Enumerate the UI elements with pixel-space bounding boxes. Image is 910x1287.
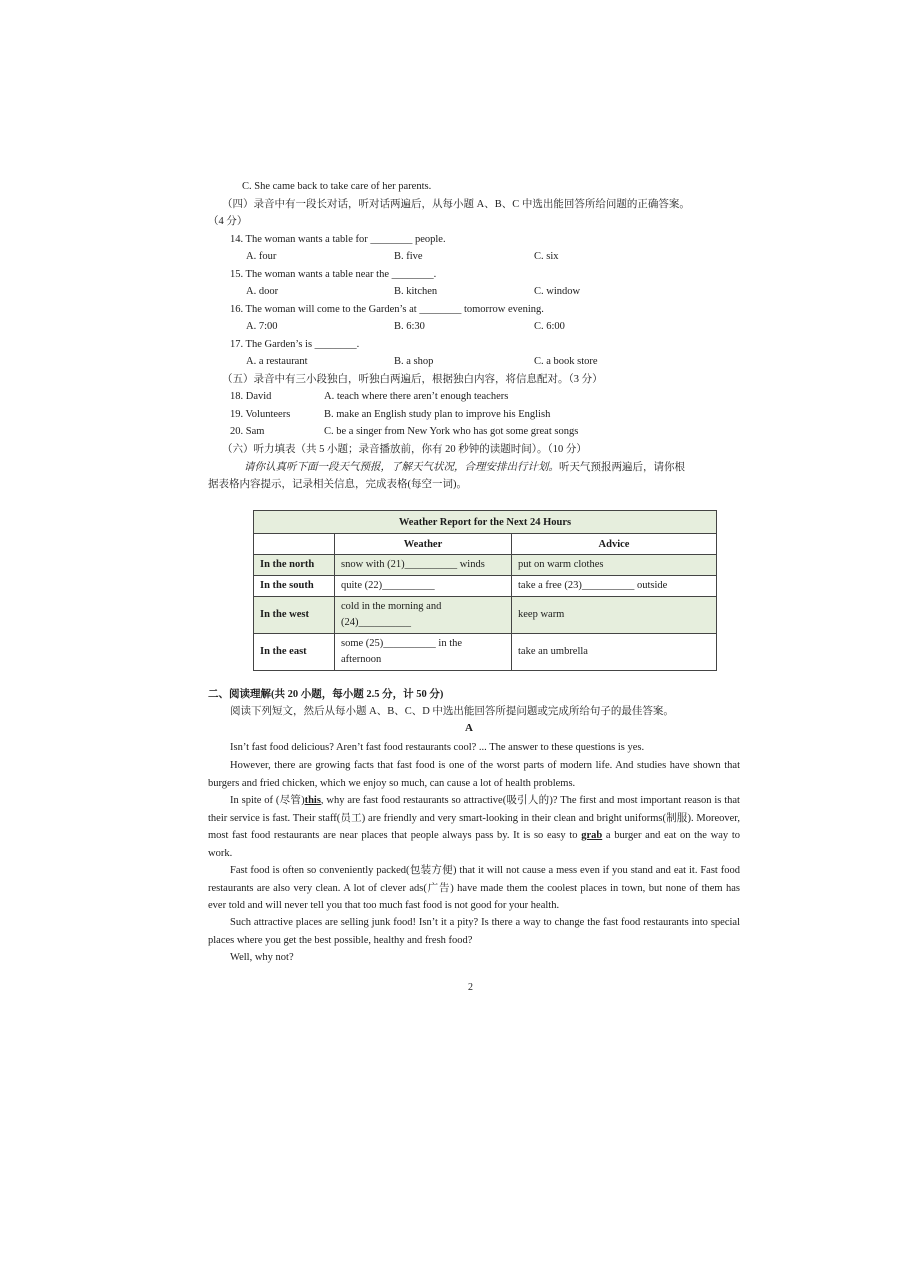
- table-title: Weather Report for the Next 24 Hours: [254, 511, 717, 534]
- match-item-num: 19. Volunteers: [230, 409, 291, 420]
- question-17: 17. The Garden’s is ________.: [230, 339, 360, 350]
- match-item-text: B. make an English study plan to improve his English: [324, 409, 551, 420]
- advice-cell: put on warm clothes: [512, 555, 717, 576]
- region-cell: In the south: [254, 576, 335, 597]
- advice-cell: take an umbrella: [512, 634, 717, 671]
- question-16: 16. The woman will come to the Garden’s at ________ tomorrow evening.: [230, 304, 544, 315]
- weather-cell: [335, 634, 512, 671]
- weather-report-table: [253, 510, 717, 671]
- page-number: 2: [468, 982, 473, 993]
- paragraph-3-a: In spite of (尽管): [230, 795, 305, 806]
- advice-cell: take a free (23)__________ outside: [512, 576, 717, 597]
- option-a: A. door: [246, 286, 279, 297]
- underlined-word-grab: grab: [581, 830, 603, 841]
- match-item-text: A. teach where there aren’t enough teachers: [324, 391, 509, 402]
- column-header-weather: Weather: [335, 534, 512, 555]
- prev-option-c: C. She came back to take care of her parents.: [242, 181, 432, 192]
- option-b: B. five: [394, 251, 423, 262]
- table-corner: [254, 534, 335, 555]
- option-a: A. 7:00: [246, 321, 278, 332]
- option-b: B. 6:30: [394, 321, 425, 332]
- region-cell: In the east: [254, 634, 335, 671]
- part6-instruction: （六）听力填表（共 5 小题；录音播放前，你有 20 秒钟的读题时间）。（10 分）: [222, 444, 587, 455]
- part6-sub-rest: 听天气预报两遍后，请你根: [559, 462, 685, 473]
- match-item-text: C. be a singer from New York who has got some great songs: [324, 426, 579, 437]
- region-cell: In the west: [254, 597, 335, 634]
- question-14: 14. The woman wants a table for ________ people.: [230, 234, 446, 245]
- weather-cell-line2: afternoon: [341, 654, 382, 665]
- part6-sub-instruction: [244, 461, 685, 475]
- weather-cell-line1: some (25)__________ in the: [341, 638, 463, 649]
- table-row: [254, 555, 717, 576]
- match-item-num: 20. Sam: [230, 426, 265, 437]
- column-header-advice: Advice: [512, 534, 717, 555]
- advice-cell: keep warm: [512, 597, 717, 634]
- paragraph-4: Fast food is often so conveniently packed(包装方便) that it will not cause a mess even if you stand and eat it. Fast food restaurants are also very clean. A lot of clever ads(广告) have made them the coolest places in town, but none of them has ever told and will never tell you that too much fast food is not good for your health.: [208, 865, 740, 911]
- option-b: B. kitchen: [394, 286, 438, 297]
- paragraph-6: Well, why not?: [230, 952, 294, 963]
- weather-cell: snow with (21)__________ winds: [335, 555, 512, 576]
- paragraph-5: Such attractive places are selling junk food! Isn’t it a pity? Is there a way to change the fast food restaurants into special places where you get the best possible, healthy and fresh food?: [208, 917, 740, 946]
- part5-instruction: （五）录音中有三小段独白，听独白两遍后，根据独白内容，将信息配对。（3 分）: [222, 374, 603, 385]
- paragraph-2: However, there are growing facts that fast food is one of the worst parts of modern life. And studies have shown that burgers and fried chicken, which we enjoy so much, can cause a lot of health problems.: [208, 760, 740, 789]
- region-cell: In the north: [254, 555, 335, 576]
- option-c: C. a book store: [534, 356, 598, 367]
- reading-instruction: 阅读下列短文，然后从每小题 A、B、C、D 中选出能回答所提问题或完成所给句子的最佳答案。: [230, 706, 674, 717]
- option-c: C. window: [534, 286, 581, 297]
- part4-instruction-points: （4 分）: [208, 216, 248, 227]
- table-row: [254, 634, 717, 671]
- option-c: C. six: [534, 251, 559, 262]
- part4-instruction: （四）录音中有一段长对话，听对话两遍后，从每小题 A、B、C 中选出能回答所给问题的正确答案。: [222, 199, 690, 210]
- section-letter: A: [465, 722, 473, 734]
- part6-sub-italic: 请你认真听下面一段天气预报，了解天气状况，合理安排出行计划。: [244, 462, 559, 473]
- option-a: A. a restaurant: [246, 356, 308, 367]
- weather-cell: quite (22)__________: [335, 576, 512, 597]
- weather-cell-line1: cold in the morning and: [341, 601, 442, 612]
- table-row: [254, 597, 717, 634]
- underlined-word-this: this: [304, 795, 321, 806]
- reading-heading: 二、阅读理解(共 20 小题，每小题 2.5 分，计 50 分): [208, 689, 444, 700]
- part6-sub-instruction-2: 据表格内容提示，记录相关信息，完成表格(每空一词)。: [208, 479, 467, 490]
- paragraph-3-c: a burger and eat on the way to work.: [208, 830, 741, 859]
- option-c: C. 6:00: [534, 321, 565, 332]
- match-item-num: 18. David: [230, 391, 272, 402]
- table-row: [254, 576, 717, 597]
- question-15: 15. The woman wants a table near the ________.: [230, 269, 437, 280]
- option-b: B. a shop: [394, 356, 434, 367]
- weather-cell-line2: (24)__________: [341, 617, 411, 628]
- option-a: A. four: [246, 251, 277, 262]
- paragraph-3: [208, 792, 740, 862]
- paragraph-1: Isn’t fast food delicious? Aren’t fast food restaurants cool? ... The answer to these questions is yes.: [230, 742, 645, 753]
- weather-cell: [335, 597, 512, 634]
- paragraph-3-b: , why are fast food restaurants so attractive(吸引人的)? The first and most important reason is that their service is fast. Their staff(员工) are friendly and very smart-looking in their clean and bright uniforms(制服). Moreover, most fast food restaurants are near places that people always pass by. It is so easy to: [208, 795, 740, 841]
